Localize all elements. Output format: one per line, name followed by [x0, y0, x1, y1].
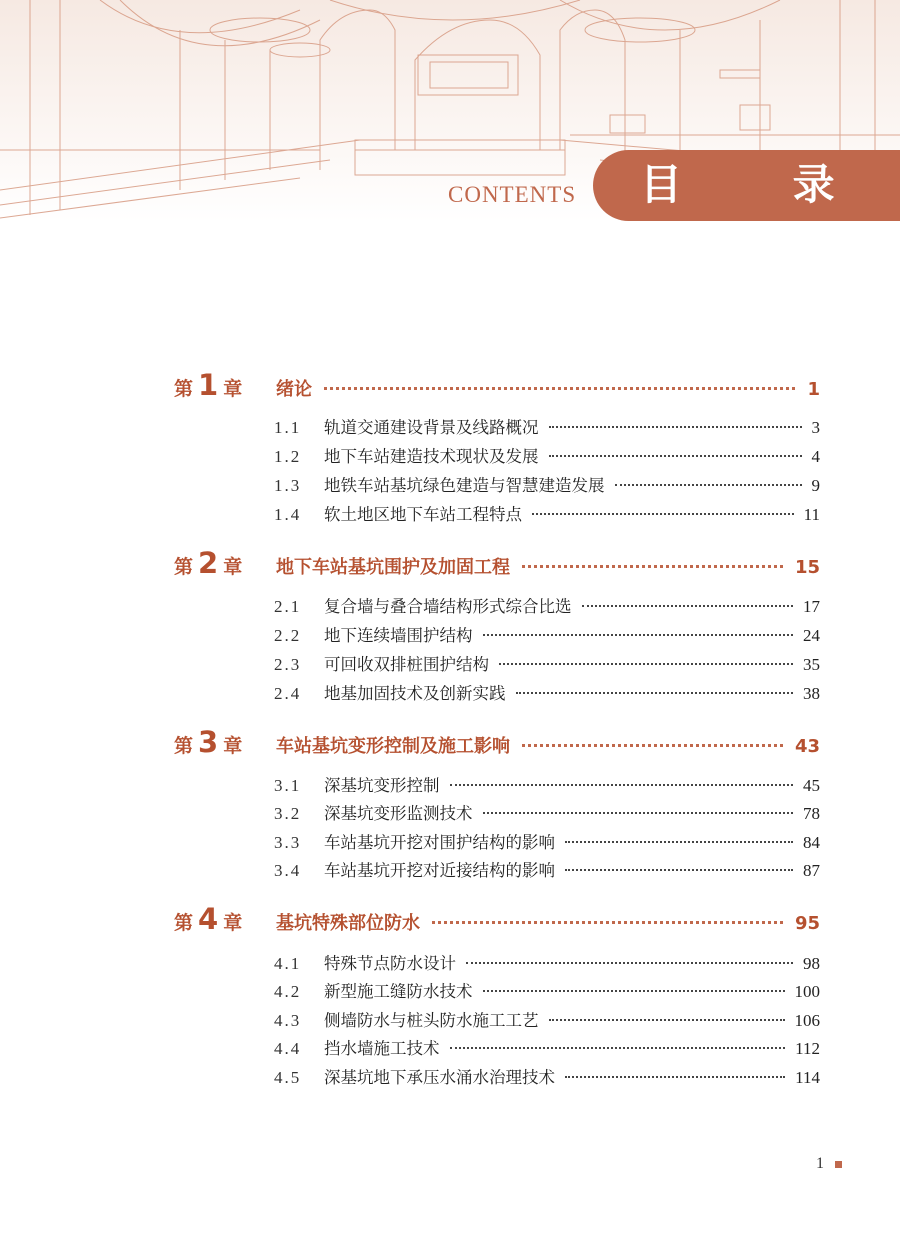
- leader-dots: [532, 513, 794, 515]
- section-page: 78: [803, 804, 820, 823]
- section-title: 深基坑变形监测技术: [324, 804, 473, 823]
- section-title: 新型施工缝防水技术: [324, 982, 473, 1001]
- page-title: 目 录: [640, 160, 883, 209]
- section-page: 4: [811, 447, 820, 466]
- leader-dots: [483, 812, 794, 814]
- section-page: 84: [803, 833, 820, 852]
- section-page: 100: [794, 982, 820, 1001]
- toc-chapter-4[interactable]: [174, 902, 820, 936]
- toc-section-2-1[interactable]: [274, 593, 820, 617]
- section-page: 87: [803, 861, 820, 880]
- leader-dots: [549, 455, 802, 457]
- chapter-label: 第 1 章: [174, 368, 243, 402]
- chapter-label: 第 3 章: [174, 725, 243, 759]
- section-title: 深基坑变形控制: [324, 776, 440, 795]
- toc-section-1-3[interactable]: [274, 472, 820, 496]
- section-title: 挡水墙施工技术: [324, 1039, 440, 1058]
- leader-dots: [466, 962, 793, 964]
- section-title: 车站基坑开挖对围护结构的影响: [324, 833, 555, 852]
- section-number: 2.4: [274, 684, 302, 703]
- toc-section-1-2[interactable]: [274, 443, 820, 467]
- toc-section-2-4[interactable]: [274, 680, 820, 704]
- toc-chapter-2[interactable]: [174, 546, 820, 580]
- section-title: 可回收双排桩围护结构: [324, 655, 489, 674]
- section-number: 1.4: [274, 505, 302, 524]
- section-number: 3.3: [274, 833, 302, 852]
- section-page: 114: [795, 1068, 820, 1087]
- section-title: 复合墙与叠合墙结构形式综合比选: [324, 597, 572, 616]
- leader-dots: [549, 426, 802, 428]
- leader-dots: [565, 869, 793, 871]
- section-number: 3.1: [274, 776, 302, 795]
- section-number: 1.3: [274, 476, 302, 495]
- section-title: 侧墙防水与桩头防水施工工艺: [324, 1011, 539, 1030]
- leader-dots: [324, 387, 795, 390]
- leader-dots: [450, 1047, 786, 1049]
- leader-dots: [522, 565, 783, 568]
- leader-dots: [450, 784, 794, 786]
- leader-dots: [483, 990, 785, 992]
- toc-section-4-2[interactable]: [274, 978, 820, 1002]
- toc-section-4-1[interactable]: [274, 950, 820, 974]
- section-number: 2.1: [274, 597, 302, 616]
- section-page: 9: [811, 476, 820, 495]
- leader-dots: [516, 692, 794, 694]
- section-page: 3: [811, 418, 820, 437]
- toc-section-4-3[interactable]: [274, 1007, 820, 1031]
- section-page: 38: [803, 684, 820, 703]
- toc-section-3-4[interactable]: [274, 857, 820, 881]
- section-title: 地铁车站基坑绿色建造与智慧建造发展: [324, 476, 605, 495]
- toc-section-1-1[interactable]: [274, 414, 820, 438]
- leader-dots: [432, 921, 783, 924]
- toc-section-4-5[interactable]: [274, 1064, 820, 1088]
- toc-section-3-1[interactable]: [274, 772, 820, 796]
- leader-dots: [499, 663, 793, 665]
- toc-chapter-3[interactable]: [174, 725, 820, 759]
- leader-dots: [582, 605, 794, 607]
- section-number: 2.3: [274, 655, 302, 674]
- section-number: 4.1: [274, 954, 302, 973]
- leader-dots: [615, 484, 802, 486]
- section-page: 35: [803, 655, 820, 674]
- toc-section-3-3[interactable]: [274, 829, 820, 853]
- section-title: 软土地区地下车站工程特点: [324, 505, 522, 524]
- section-number: 4.4: [274, 1039, 302, 1058]
- section-title: 特殊节点防水设计: [324, 954, 456, 973]
- section-title: 轨道交通建设背景及线路概况: [324, 418, 539, 437]
- toc-chapter-1[interactable]: [174, 368, 820, 402]
- chapter-page: 43: [794, 736, 820, 757]
- chapter-page: 95: [794, 913, 820, 934]
- section-number: 4.5: [274, 1068, 302, 1087]
- section-number: 4.3: [274, 1011, 302, 1030]
- section-page: 45: [803, 776, 820, 795]
- section-number: 1.1: [274, 418, 302, 437]
- chapter-label: 第 2 章: [174, 546, 243, 580]
- toc-section-3-2[interactable]: [274, 800, 820, 824]
- section-page: 106: [794, 1011, 820, 1030]
- toc-section-1-4[interactable]: [274, 501, 820, 525]
- leader-dots: [522, 744, 783, 747]
- section-page: 98: [803, 954, 820, 973]
- section-number: 3.2: [274, 804, 302, 823]
- contents-label: CONTENTS: [448, 182, 577, 207]
- page-number-marker: [835, 1161, 842, 1168]
- section-page: 11: [803, 505, 820, 524]
- section-page: 17: [803, 597, 820, 616]
- section-title: 地下车站建造技术现状及发展: [324, 447, 539, 466]
- toc-section-2-2[interactable]: [274, 622, 820, 646]
- section-title: 地下连续墙围护结构: [324, 626, 473, 645]
- chapter-page: 1: [807, 379, 820, 400]
- page-number: 1: [816, 1155, 824, 1172]
- section-page: 112: [795, 1039, 820, 1058]
- section-title: 车站基坑开挖对近接结构的影响: [324, 861, 555, 880]
- chapter-page: 15: [794, 557, 820, 578]
- section-number: 1.2: [274, 447, 302, 466]
- section-number: 3.4: [274, 861, 302, 880]
- section-title: 深基坑地下承压水涌水治理技术: [324, 1068, 555, 1087]
- chapter-label: 第 4 章: [174, 902, 243, 936]
- leader-dots: [565, 841, 793, 843]
- section-number: 2.2: [274, 626, 302, 645]
- section-number: 4.2: [274, 982, 302, 1001]
- toc-section-2-3[interactable]: [274, 651, 820, 675]
- chapter-title: 地下车站基坑围护及加固工程: [276, 557, 510, 578]
- chapter-title: 绪论: [276, 379, 312, 400]
- leader-dots: [565, 1076, 785, 1078]
- chapter-title: 基坑特殊部位防水: [276, 913, 420, 934]
- section-page: 24: [803, 626, 820, 645]
- chapter-title: 车站基坑变形控制及施工影响: [276, 736, 510, 757]
- section-title: 地基加固技术及创新实践: [324, 684, 506, 703]
- leader-dots: [549, 1019, 785, 1021]
- leader-dots: [483, 634, 794, 636]
- toc-section-4-4[interactable]: [274, 1035, 820, 1059]
